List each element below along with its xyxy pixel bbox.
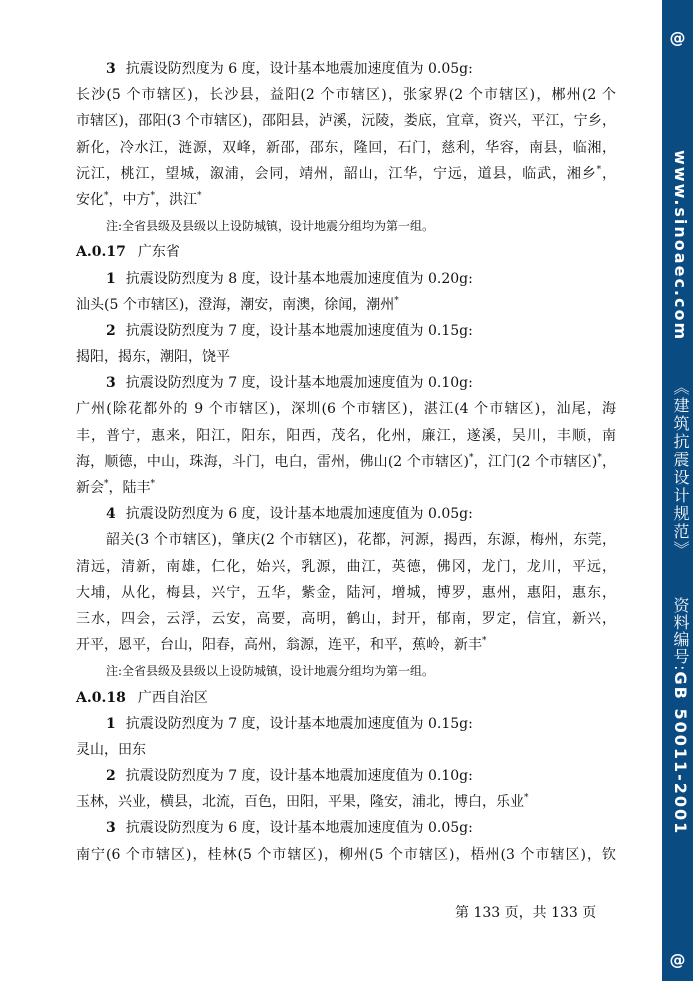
sidebar-code-label: 资料编号: [671,597,690,672]
text-line [76,344,616,370]
text-span: 韶关(3 个市辖区)，肇庆(2 个市辖区)，花都，河源，揭西，东源，梅州，东莞， [106,532,616,549]
clause-number: 1 [106,715,116,732]
clause-item [76,711,616,737]
text-line [76,108,616,134]
clause-number: 3 [106,61,116,77]
sidebar-code-value: GB 50011-2001 [671,671,690,836]
footnote-mark: * [394,295,399,306]
footnote-mark: * [150,190,155,201]
footnote-mark: * [482,636,487,647]
text-line [76,449,616,475]
text-line [76,527,616,553]
clause-item [76,318,616,344]
text-line [76,789,616,815]
text-span: 丰，普宁，惠来，阳江，阳东，阳西，茂名，化州，廉江，遂溪，吴川，丰顺，南 [76,427,616,444]
section-code: A.0.17 [76,244,126,261]
clause-item [76,266,616,292]
text-span: 安化 [76,191,104,208]
footnote-mark: * [596,164,602,175]
clause-item [76,370,616,396]
text-line [76,580,616,606]
text-line [76,135,616,161]
text-span: 海，顺德，中山，珠海，斗门，电白，雷州，佛山(2 个市辖区) [76,453,469,470]
text-span: 市辖区)，邵阳(3 个市辖区)，邵阳县，泸溪，沅陵，娄底，宜章，资兴，平江，宁乡， [76,113,616,130]
at-sign-top: @ [669,28,686,47]
text-span: 广州(除花都外的 9 个市辖区)，深圳(6 个市辖区)，湛江(4 个市辖区)，汕尾，海 [76,401,616,418]
text-line [76,82,616,108]
text-span: 汕头(5 个市辖区)，澄海，潮安，南澳，徐闻，潮州 [76,296,395,313]
text-line [76,606,616,632]
footnote-mark: * [468,452,474,463]
clause-item [76,815,616,841]
text-line [76,554,616,580]
section-heading [76,685,616,711]
section-heading [76,239,616,265]
clause-text: 抗震设防烈度为 6 度，设计基本地震加速度值为 0.05g: [125,820,473,837]
text-line [76,292,616,318]
text-span: 新化，冷水江，涟源，双峰，新邵，邵东，隆回，石门，慈利，华容，南县，临湘， [76,139,616,156]
text-line [76,161,616,187]
text-span: 清远，清新，南雄，仁化，始兴，乳源，曲江，英德，佛冈，龙门，龙川，平远， [76,558,616,575]
text-span: 长沙(5 个市辖区)，长沙县，益阳(2 个市辖区)，张家界(2 个市辖区)，郴州(2 个 [76,87,616,104]
section-title: 广西自治区 [137,689,208,706]
clause-item [76,56,616,82]
clause-number: 2 [106,322,116,339]
text-line [76,842,616,868]
clause-number: 3 [106,375,116,392]
text-span: ，江门(2 个市辖区) [473,453,598,470]
clause-text: 抗震设防烈度为 6 度，设计基本地震加速度值为 0.05g: [125,506,473,523]
text-span: 南宁(6 个市辖区)，桂林(5 个市辖区)，柳州(5 个市辖区)，梧州(3 个市辖区)，钦 [76,846,616,863]
note-text: 注:全省县级及县级以上设防城镇，设计地震分组均为第一组。 [106,664,435,679]
sidebar-doc-title: 《建筑抗震设计规范》 [671,379,690,560]
page-footer: 第 133 页，共 133 页 [455,905,597,921]
clause-item [76,501,616,527]
clause-text: 抗震设防烈度为 7 度，设计基本地震加速度值为 0.10g: [125,768,473,785]
text-line [76,632,616,658]
document-body [76,56,616,868]
text-span: 玉林，兴业，横县，北流，百色，田阳，平果，隆安，浦北，博白，乐业 [76,794,524,811]
text-line [76,475,616,501]
clause-text: 抗震设防烈度为 7 度，设计基本地震加速度值为 0.10g: [125,375,473,392]
note-text: 注:全省县级及县级以上设防城镇，设计地震分组均为第一组。 [106,219,435,234]
clause-text: 抗震设防烈度为 6 度，设计基本地震加速度值为 0.05g: [125,61,473,77]
footnote-mark: * [150,479,155,489]
clause-number: 4 [106,506,116,523]
text-span: ， [601,453,616,470]
text-span: 灵山，田东 [76,741,146,758]
clause-item [76,763,616,789]
footnote-mark: * [197,190,202,201]
clause-text: 抗震设防烈度为 7 度，设计基本地震加速度值为 0.15g: [125,322,473,339]
text-span: 三水，四会，云浮，云安，高要，高明，鹤山，封开，郁南，罗定，信宜，新兴， [76,610,616,627]
footnote-mark: * [104,190,109,201]
sidebar-banner [662,0,693,981]
text-span: ，陆丰 [108,480,151,496]
text-span: ，中方 [108,191,151,208]
clause-number: 3 [106,820,116,837]
footnote-mark: * [104,479,109,489]
sidebar-text [664,150,692,835]
clause-number: 2 [106,768,116,785]
clause-text: 抗震设防烈度为 8 度，设计基本地震加速度值为 0.20g: [125,270,473,287]
at-sign-bottom: @ [669,950,686,969]
text-span: 大埔，从化，梅县，兴宁，五华，紫金，陆河，增城，博罗，惠州，惠阳，惠东， [76,584,616,601]
sidebar-website: www.sinoaec.com [671,150,690,342]
footnote-mark: * [524,793,529,804]
section-title: 广东省 [137,244,180,261]
text-span: 沅江，桃江，望城，溆浦，会同，靖州，韶山，江华，宁远，道县，临武，湘乡 [76,165,597,182]
text-span: 新会 [76,480,104,496]
text-line [76,187,616,213]
text-line [76,423,616,449]
text-span: 揭阳，揭东，潮阳，饶平 [76,349,230,366]
clause-number: 1 [106,270,116,287]
section-code: A.0.18 [76,689,126,706]
text-span: ， [601,165,616,182]
text-span: ，洪江 [155,191,197,208]
footnote-mark: * [597,452,602,463]
text-line [76,737,616,763]
text-line [76,396,616,422]
clause-text: 抗震设防烈度为 7 度，设计基本地震加速度值为 0.15g: [125,715,473,732]
text-span: 开平，恩平，台山，阳春，高州，翁源，连平，和平，蕉岭，新丰 [76,637,482,654]
